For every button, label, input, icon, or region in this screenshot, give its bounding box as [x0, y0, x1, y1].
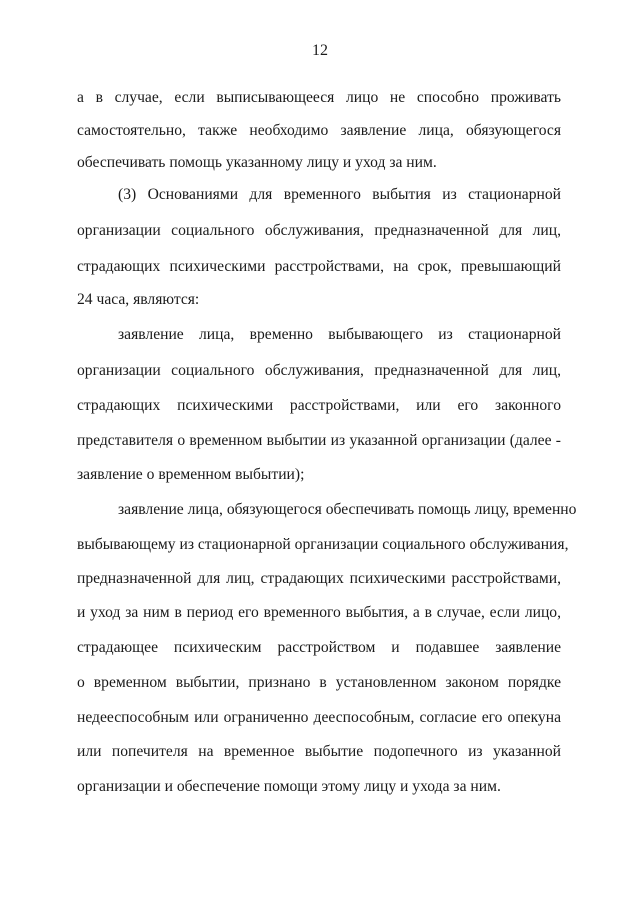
paragraph-2-line-2: организации социального обслуживания, предназначенной для лиц, — [77, 222, 561, 239]
paragraph-2-line-4: 24 часа, являются: — [77, 291, 200, 308]
paragraph-1-line-3: обеспечивать помощь указанному лицу и уход за ним. — [77, 154, 437, 171]
paragraph-4-line-1: заявление лица, обязующегося обеспечивать помощь лицу, временно — [118, 501, 577, 518]
paragraph-4-line-8: или попечителя на временное выбытие подопечного из указанной — [77, 743, 561, 760]
paragraph-1-line-1: а в случае, если выписывающееся лицо не способно проживать — [77, 89, 561, 106]
paragraph-3-line-2: организации социального обслуживания, предназначенной для лиц, — [77, 362, 561, 379]
paragraph-4-line-4: и уход за ним в период его временного выбытия, а в случае, если лицо, — [77, 604, 561, 621]
paragraph-3-line-4: представителя о временном выбытии из указанной организации (далее - — [77, 432, 561, 449]
paragraph-4-line-3: предназначенной для лиц, страдающих психическими расстройствами, — [77, 570, 561, 587]
page-number: 12 — [312, 42, 328, 59]
paragraph-4-line-9: организации и обеспечение помощи этому лицу и ухода за ним. — [77, 778, 501, 795]
paragraph-4-line-2: выбывающему из стационарной организации социального обслуживания, — [77, 536, 569, 553]
paragraph-4-line-7: недееспособным или ограниченно дееспособным, согласие его опекуна — [77, 709, 561, 726]
paragraph-3-line-5: заявление о временном выбытии); — [77, 466, 305, 483]
paragraph-4-line-5: страдающее психическим расстройством и подавшее заявление — [77, 639, 561, 656]
paragraph-2-line-1: (3) Основаниями для временного выбытия из стационарной — [118, 186, 561, 203]
paragraph-3-line-1: заявление лица, временно выбывающего из стационарной — [118, 326, 561, 343]
paragraph-2-line-3: страдающих психическими расстройствами, на срок, превышающий — [77, 258, 561, 275]
paragraph-1-line-2: самостоятельно, также необходимо заявление лица, обязующегося — [77, 122, 561, 139]
paragraph-3-line-3: страдающих психическими расстройствами, или его законного — [77, 397, 561, 414]
paragraph-4-line-6: о временном выбытии, признано в установленном законом порядке — [77, 674, 561, 691]
